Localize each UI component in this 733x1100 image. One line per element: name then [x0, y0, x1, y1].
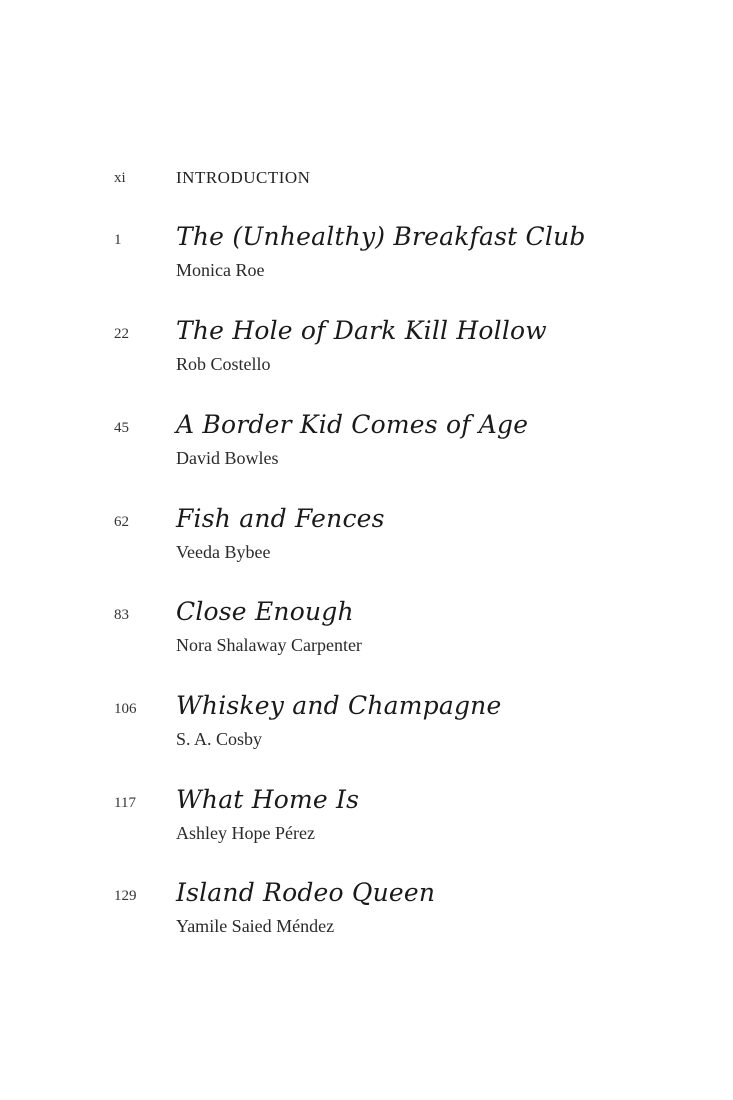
page-number: 62 [114, 514, 129, 530]
entry-author: Ashley Hope Pérez [176, 823, 315, 843]
entry-title: What Home Is [176, 785, 360, 814]
introduction-label: INTRODUCTION [176, 168, 311, 187]
entry-author: David Bowles [176, 448, 279, 468]
entry-title: Island Rodeo Queen [176, 878, 436, 907]
entry-title: The (Unhealthy) Breakfast Club [176, 222, 586, 251]
page-number: 1 [114, 232, 122, 248]
page-number: 106 [114, 701, 137, 717]
toc-entry [0, 691, 733, 761]
entry-author: Monica Roe [176, 260, 265, 280]
toc-entry [0, 785, 733, 855]
entry-author: Rob Costello [176, 354, 271, 374]
toc-entry [0, 410, 733, 480]
toc-entry [0, 316, 733, 386]
entry-author: S. A. Cosby [176, 729, 263, 749]
entry-author: Veeda Bybee [176, 542, 271, 562]
entry-title: Whiskey and Champagne [176, 691, 502, 720]
entry-title: A Border Kid Comes of Age [176, 410, 529, 439]
page-number: 117 [114, 795, 136, 811]
page-number: 83 [114, 607, 129, 623]
page-number: xi [114, 170, 126, 186]
entry-author: Yamile Saied Méndez [176, 916, 335, 936]
entry-title: The Hole of Dark Kill Hollow [176, 316, 547, 345]
entry-title: Close Enough [176, 597, 354, 626]
page-number: 129 [114, 888, 137, 904]
page-number: 45 [114, 420, 129, 436]
entry-title: Fish and Fences [176, 504, 385, 533]
toc-entry [0, 878, 733, 948]
entry-author: Nora Shalaway Carpenter [176, 635, 362, 655]
toc-introduction-entry [0, 168, 733, 192]
toc-entry [0, 597, 733, 667]
toc-entry [0, 222, 733, 292]
toc-entry [0, 504, 733, 574]
page-number: 22 [114, 326, 129, 342]
